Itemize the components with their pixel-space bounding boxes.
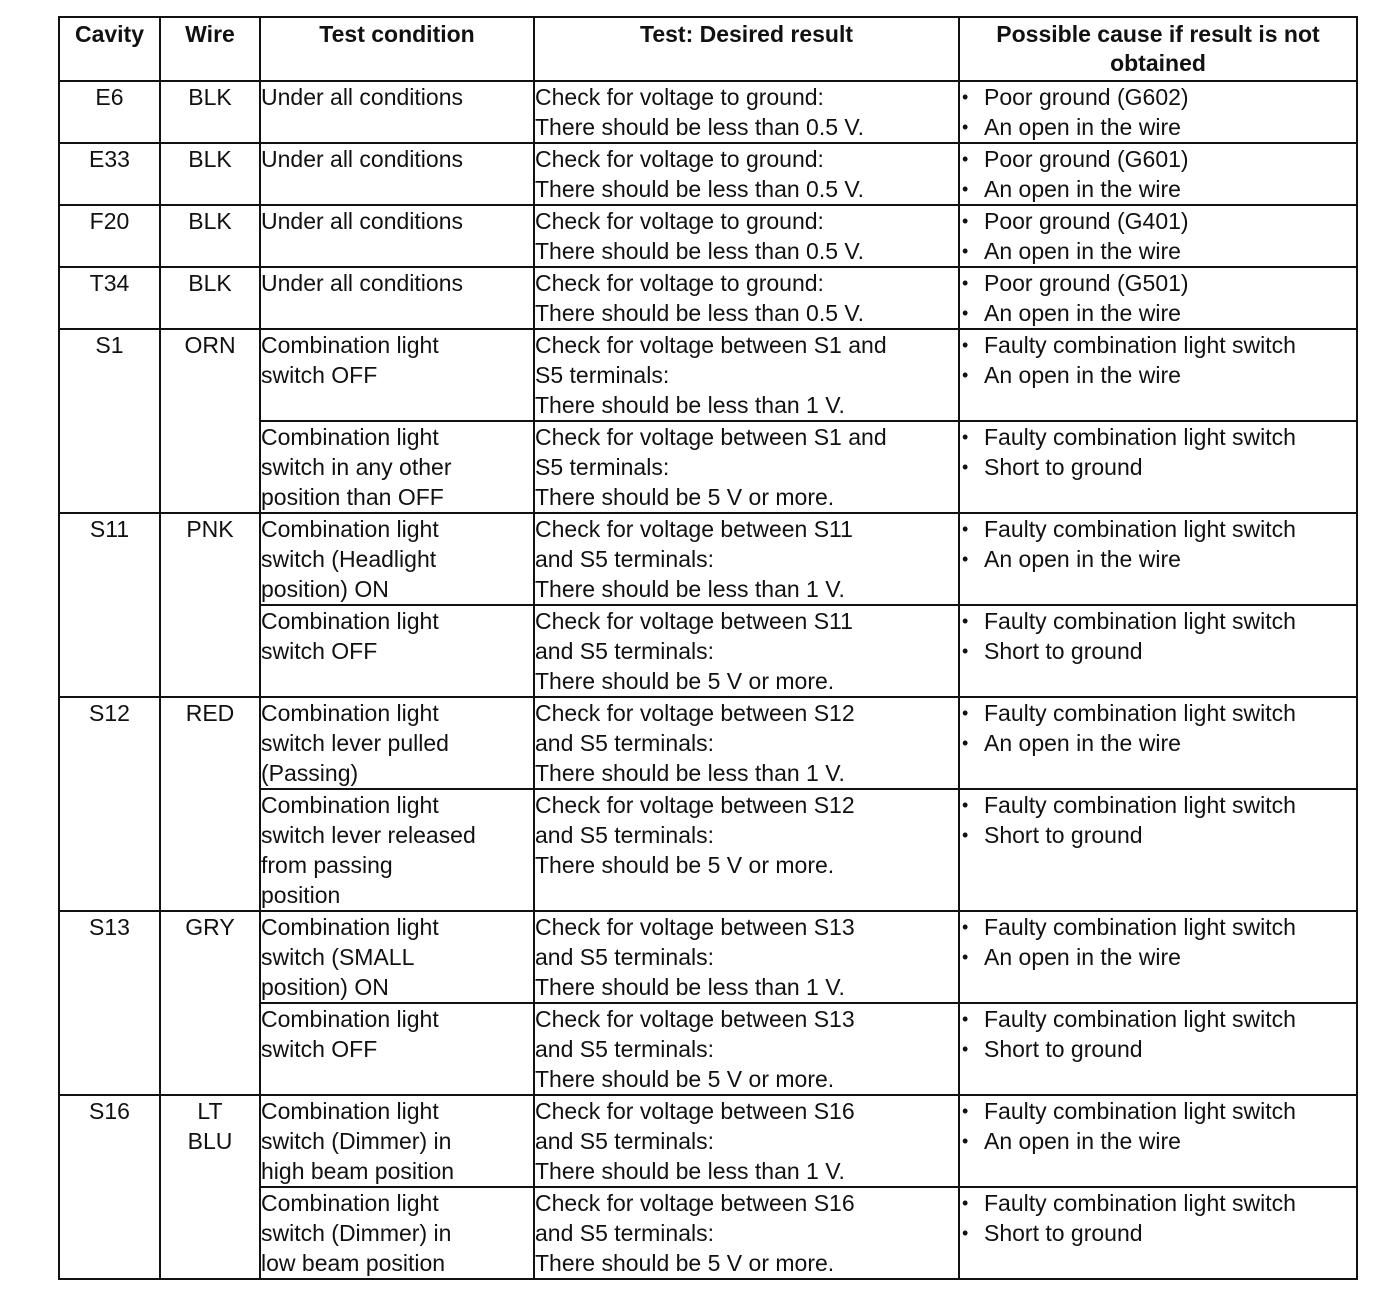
desired-result-line: There should be less than 1 V. [535, 974, 845, 1000]
test-condition-cell [260, 1187, 534, 1279]
wire-color-text: BLK [188, 146, 232, 172]
test-condition-line: switch (Dimmer) in [261, 1128, 452, 1154]
cavity-cell: F20 [59, 205, 160, 267]
desired-result-line: There should be 5 V or more. [535, 484, 835, 510]
desired-result-line: Check for voltage between S12 [535, 792, 855, 818]
desired-result-cell [534, 1003, 959, 1095]
desired-result-line: There should be less than 1 V. [535, 576, 845, 602]
desired-result-cell [534, 143, 959, 205]
possible-cause-cell [959, 605, 1357, 697]
test-condition-cell [260, 329, 534, 421]
test-condition-cell [260, 789, 534, 911]
wire-color-text: ORN [184, 332, 236, 358]
wire-color-text: LT BLU [187, 1098, 233, 1154]
table-row [59, 81, 1357, 143]
cause-item: • Faulty combination light switch [960, 698, 1356, 728]
cause-item: • Faulty combination light switch [960, 514, 1356, 544]
test-condition-cell [260, 697, 534, 789]
test-condition-line: Combination light [261, 332, 439, 358]
desired-result-cell [534, 1095, 959, 1187]
cause-item: • An open in the wire [960, 942, 1356, 972]
desired-result-line: Check for voltage between S16 [535, 1190, 855, 1216]
desired-result-line: There should be less than 0.5 V. [535, 114, 865, 140]
table-row [59, 697, 1357, 789]
test-condition-line: (Passing) [261, 760, 359, 786]
test-condition-cell [260, 205, 534, 267]
test-condition-line: switch OFF [261, 362, 378, 388]
cause-list [960, 606, 1356, 666]
desired-result-line: There should be less than 1 V. [535, 1158, 845, 1184]
desired-result-line: Check for voltage to ground: [535, 146, 824, 172]
desired-result-line: Check for voltage between S1 and [535, 424, 887, 450]
possible-cause-cell [959, 789, 1357, 911]
test-condition-line: high beam position [261, 1158, 455, 1184]
desired-result-line: Check for voltage between S13 [535, 1006, 855, 1032]
test-condition-line: switch (Dimmer) in [261, 1220, 452, 1246]
wire-color-cell [160, 513, 260, 697]
desired-result-line: and S5 terminals: [535, 1220, 714, 1246]
cause-list [960, 330, 1356, 390]
desired-result-line: Check for voltage to ground: [535, 84, 824, 110]
desired-result-line: and S5 terminals: [535, 730, 714, 756]
desired-result-line: S5 terminals: [535, 454, 670, 480]
desired-result-cell [534, 81, 959, 143]
test-condition-line: switch (Headlight [261, 546, 437, 572]
test-condition-cell [260, 911, 534, 1003]
test-condition-line: switch in any other [261, 454, 452, 480]
cause-list [960, 514, 1356, 574]
test-condition-line: Combination light [261, 1190, 439, 1216]
cause-item: • Faulty combination light switch [960, 1188, 1356, 1218]
desired-result-line: and S5 terminals: [535, 638, 714, 664]
wire-color-cell [160, 329, 260, 513]
cavity-cell: S12 [59, 697, 160, 911]
desired-result-line: Check for voltage to ground: [535, 270, 824, 296]
cause-list [960, 268, 1356, 328]
test-condition-line: Combination light [261, 1098, 439, 1124]
desired-result-line: There should be 5 V or more. [535, 852, 835, 878]
wire-color-text: BLK [188, 208, 232, 234]
desired-result-line: Check for voltage between S11 [535, 516, 853, 542]
cause-item: • Faulty combination light switch [960, 1096, 1356, 1126]
cause-item: • Short to ground [960, 1218, 1356, 1248]
cause-item: • Faulty combination light switch [960, 606, 1356, 636]
cause-list [960, 422, 1356, 482]
cause-item: • An open in the wire [960, 1126, 1356, 1156]
cavity-cell: E6 [59, 81, 160, 143]
test-condition-line: Under all conditions [261, 84, 464, 110]
cause-item: • Poor ground (G602) [960, 82, 1356, 112]
cause-list [960, 912, 1356, 972]
table-row [59, 513, 1357, 605]
desired-result-line: There should be less than 1 V. [535, 392, 845, 418]
test-condition-line: Combination light [261, 608, 439, 634]
test-condition-cell [260, 143, 534, 205]
cause-list [960, 206, 1356, 266]
cavity-cell: S11 [59, 513, 160, 697]
table-row [59, 1095, 1357, 1187]
table-row [59, 143, 1357, 205]
test-condition-line: Combination light [261, 914, 439, 940]
cause-item: • Faulty combination light switch [960, 330, 1356, 360]
possible-cause-cell [959, 143, 1357, 205]
possible-cause-cell [959, 1095, 1357, 1187]
wire-color-text: RED [185, 700, 235, 726]
cause-list [960, 1188, 1356, 1248]
desired-result-line: There should be less than 1 V. [535, 760, 845, 786]
test-condition-line: switch lever pulled [261, 730, 449, 756]
cavity-cell: S13 [59, 911, 160, 1095]
wire-color-text: BLK [188, 84, 232, 110]
possible-cause-cell [959, 911, 1357, 1003]
wire-color-cell [160, 697, 260, 911]
wire-color-cell [160, 81, 260, 143]
table-body [59, 81, 1357, 1279]
header-possible-cause: Possible cause if result is not obtained [959, 17, 1357, 81]
test-condition-line: Combination light [261, 700, 439, 726]
desired-result-cell [534, 697, 959, 789]
desired-result-line: Check for voltage between S11 [535, 608, 853, 634]
header-wire: Wire [160, 17, 260, 81]
possible-cause-cell [959, 697, 1357, 789]
test-condition-line: position) ON [261, 576, 389, 602]
test-condition-line: low beam position [261, 1250, 446, 1276]
desired-result-line: There should be less than 0.5 V. [535, 300, 865, 326]
test-condition-cell [260, 1003, 534, 1095]
cause-item: • Faulty combination light switch [960, 1004, 1356, 1034]
possible-cause-cell [959, 421, 1357, 513]
cause-item: • Short to ground [960, 1034, 1356, 1064]
cause-item: • Poor ground (G401) [960, 206, 1356, 236]
desired-result-cell [534, 329, 959, 421]
test-condition-line: Combination light [261, 1006, 439, 1032]
test-condition-line: switch lever released [261, 822, 476, 848]
desired-result-line: There should be 5 V or more. [535, 1250, 835, 1276]
cause-list [960, 1004, 1356, 1064]
desired-result-cell [534, 605, 959, 697]
desired-result-line: There should be 5 V or more. [535, 1066, 835, 1092]
cause-item: • An open in the wire [960, 174, 1356, 204]
test-condition-cell [260, 605, 534, 697]
desired-result-cell [534, 911, 959, 1003]
desired-result-cell [534, 513, 959, 605]
table-row [59, 205, 1357, 267]
desired-result-cell [534, 267, 959, 329]
wire-color-cell [160, 205, 260, 267]
cause-item: • Short to ground [960, 452, 1356, 482]
desired-result-line: and S5 terminals: [535, 822, 714, 848]
desired-result-line: S5 terminals: [535, 362, 670, 388]
cause-item: • Faulty combination light switch [960, 422, 1356, 452]
cause-item: • An open in the wire [960, 298, 1356, 328]
wire-color-text: BLK [188, 270, 232, 296]
test-condition-line: switch OFF [261, 1036, 378, 1062]
test-condition-line: Under all conditions [261, 270, 464, 296]
cause-item: • An open in the wire [960, 360, 1356, 390]
desired-result-cell [534, 205, 959, 267]
test-condition-line: from passing [261, 852, 393, 878]
cause-item: • An open in the wire [960, 112, 1356, 142]
desired-result-line: Check for voltage between S12 [535, 700, 855, 726]
wire-color-text: PNK [186, 516, 234, 542]
possible-cause-cell [959, 513, 1357, 605]
desired-result-line: and S5 terminals: [535, 1036, 714, 1062]
test-condition-line: position than OFF [261, 484, 444, 510]
possible-cause-cell [959, 205, 1357, 267]
desired-result-line: and S5 terminals: [535, 546, 714, 572]
wire-color-cell [160, 267, 260, 329]
test-condition-cell [260, 421, 534, 513]
cause-item: • Short to ground [960, 820, 1356, 850]
test-condition-line: Combination light [261, 792, 439, 818]
test-condition-line: Combination light [261, 424, 439, 450]
cause-list [960, 82, 1356, 142]
wire-color-cell [160, 143, 260, 205]
test-condition-line: position [261, 882, 341, 908]
wire-color-text: GRY [185, 914, 235, 940]
possible-cause-cell [959, 329, 1357, 421]
cause-item: • Poor ground (G601) [960, 144, 1356, 174]
possible-cause-cell [959, 1187, 1357, 1279]
cause-item: • Faulty combination light switch [960, 790, 1356, 820]
header-row [59, 17, 1357, 81]
test-condition-cell [260, 1095, 534, 1187]
desired-result-line: There should be less than 0.5 V. [535, 238, 865, 264]
cause-item: • An open in the wire [960, 544, 1356, 574]
cause-list [960, 1096, 1356, 1156]
test-condition-line: Under all conditions [261, 146, 464, 172]
cause-item: • An open in the wire [960, 236, 1356, 266]
cause-item: • An open in the wire [960, 728, 1356, 758]
test-condition-line: Combination light [261, 516, 439, 542]
cause-list [960, 698, 1356, 758]
test-condition-line: position) ON [261, 974, 389, 1000]
possible-cause-cell [959, 1003, 1357, 1095]
test-condition-line: switch (SMALL [261, 944, 415, 970]
possible-cause-cell [959, 267, 1357, 329]
test-condition-cell [260, 513, 534, 605]
cause-item: • Faulty combination light switch [960, 912, 1356, 942]
test-condition-cell [260, 81, 534, 143]
desired-result-line: Check for voltage between S1 and [535, 332, 887, 358]
cause-item: • Poor ground (G501) [960, 268, 1356, 298]
desired-result-line: Check for voltage to ground: [535, 208, 824, 234]
cause-list [960, 790, 1356, 850]
header-cavity: Cavity [59, 17, 160, 81]
header-test-condition: Test condition [260, 17, 534, 81]
wire-color-cell [160, 911, 260, 1095]
desired-result-cell [534, 1187, 959, 1279]
table-header [59, 17, 1357, 81]
table-row [59, 329, 1357, 421]
desired-result-line: There should be 5 V or more. [535, 668, 835, 694]
cause-list [960, 144, 1356, 204]
cavity-cell: S16 [59, 1095, 160, 1279]
desired-result-line: Check for voltage between S16 [535, 1098, 855, 1124]
desired-result-cell [534, 789, 959, 911]
test-condition-line: Under all conditions [261, 208, 464, 234]
header-desired-result: Test: Desired result [534, 17, 959, 81]
desired-result-line: and S5 terminals: [535, 944, 714, 970]
desired-result-line: and S5 terminals: [535, 1128, 714, 1154]
cause-item: • Short to ground [960, 636, 1356, 666]
table-row [59, 911, 1357, 1003]
possible-cause-cell [959, 81, 1357, 143]
wire-color-cell [160, 1095, 260, 1279]
cavity-cell: E33 [59, 143, 160, 205]
table-row [59, 267, 1357, 329]
test-condition-cell [260, 267, 534, 329]
cavity-cell: S1 [59, 329, 160, 513]
desired-result-line: Check for voltage between S13 [535, 914, 855, 940]
desired-result-cell [534, 421, 959, 513]
desired-result-line: There should be less than 0.5 V. [535, 176, 865, 202]
test-condition-line: switch OFF [261, 638, 378, 664]
diagnostic-table [58, 16, 1358, 1280]
cavity-cell: T34 [59, 267, 160, 329]
